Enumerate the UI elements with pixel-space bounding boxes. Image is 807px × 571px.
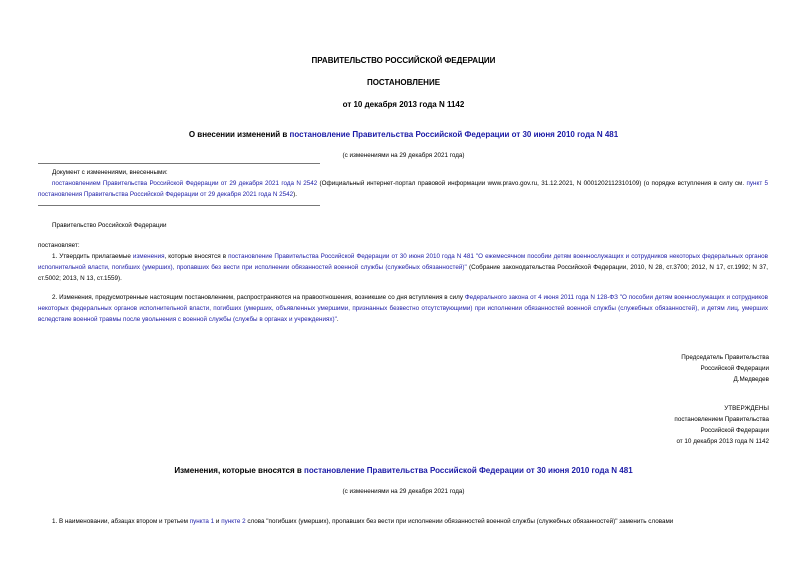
amending-act-link[interactable]: постановлением Правительства Российской Федерации от 29 декабря 2021 года N 2542 (52, 180, 318, 187)
paragraph-2 (38, 292, 768, 325)
issuer-heading: ПРАВИТЕЛЬСТВО РОССИЙСКОЙ ФЕДЕРАЦИИ (311, 56, 496, 65)
changes-title (0, 466, 807, 475)
signature-position: Председатель Правительства (681, 354, 769, 361)
point-1-link[interactable]: пункта 1 (189, 518, 215, 525)
divider-top (38, 163, 320, 164)
amended-act-link[interactable]: постановление Правительства Российской Федерации от 30 июня 2010 года N 481 (289, 130, 619, 139)
resolution-481-link[interactable]: постановление Правительства Российской Федерации от 30 июня 2010 года N 481 "О ежемесячном пособии детям военнослужащих и сотрудников некоторых федеральных органов исполнительной власти, погибших (умерших), пропавших без вести при исполнении обязанностей военной службы (служебных обязанностей)" (38, 253, 768, 271)
p2-text-a: 2. Изменения, предусмотренные настоящим постановлением, распространяются на правоотношения, возникшие со дня вступления в силу (52, 294, 465, 301)
amendments-text (38, 178, 768, 200)
signature-country: Российской Федерации (700, 365, 769, 372)
doc-type-heading: ПОСТАНОВЛЕНИЕ (366, 78, 441, 87)
government-label: Правительство Российской Федерации (52, 222, 167, 229)
p2-text-b: . (336, 316, 339, 323)
p1-text-b: , которые вносятся в (164, 253, 229, 260)
signature-block (569, 352, 769, 385)
cp1-text-a: 1. В наименовании, абзацах втором и третьем (52, 518, 190, 525)
cp1-text-c: слова "погибших (умерших), пропавших без вести при исполнении обязанностей военной службы (служебных обязанностей)" заменить словами (245, 518, 674, 525)
amendments-heading: Документ с изменениями, внесенными: (52, 169, 168, 176)
approval-block (569, 403, 769, 447)
changes-edition-note: (с изменениями на 29 декабря 2021 года) (342, 488, 465, 495)
approved-label: УТВЕРЖДЕНЫ (724, 405, 769, 412)
approved-date: от 10 декабря 2013 года N 1142 (676, 438, 769, 445)
changes-act-link[interactable]: постановление Правительства Российской Федерации от 30 июня 2010 года N 481 (304, 466, 633, 475)
paragraph-1 (38, 251, 768, 284)
p1-text-c: (Собрание законодательства Российской Федерации, 2010, N 28, ст.3700; 2012, N 17, ст.1992; N 37, ст.5002; 2013, N 13, ст.1559). (38, 264, 768, 282)
approved-country: Российской Федерации (700, 427, 769, 434)
amendments-source: (Официальный интернет-портал правовой информации www.pravo.gov.ru, 31.12.2021, N 0001202112310109) (о порядке вступления в силу см. (317, 180, 747, 187)
approved-by: постановлением Правительства (674, 416, 769, 423)
cp1-text-b: и (214, 518, 222, 525)
divider-bottom (38, 205, 320, 206)
doc-title-prefix: О внесении изменений в (188, 130, 290, 139)
signature-name: Д.Медведев (733, 376, 769, 383)
entry-into-force-link[interactable]: пункт 5 постановления Правительства Российской Федерации от 29 декабря 2021 года N 2542 (38, 180, 769, 198)
changes-title-prefix: Изменения, которые вносятся в (174, 466, 304, 475)
resolves-label: постановляет: (38, 242, 80, 249)
changes-link[interactable]: изменения (132, 253, 165, 260)
amendments-end: ). (293, 191, 298, 198)
doc-date-number: от 10 декабря 2013 года N 1142 (342, 100, 465, 109)
changes-paragraph-1 (38, 516, 768, 527)
doc-title (0, 130, 807, 139)
p1-text-a: 1. Утвердить прилагаемые (52, 253, 133, 260)
edition-note: (с изменениями на 29 декабря 2021 года) (342, 152, 465, 159)
federal-law-link[interactable]: Федерального закона от 4 июня 2011 года N 128-ФЗ "О пособии детям военнослужащих и сотрудников некоторых федеральных органов исполнительной власти, погибших (умерших, объявленных умершими, признанных безвестно отсутствующими) при исполнении обязанностей военной службы (служебных обязанностей), и детям лиц, умерших вследствие военной травмы после увольнения с военной службы (службы в органах и учреждениях)" (38, 294, 768, 323)
point-2-link[interactable]: пункте 2 (221, 518, 246, 525)
